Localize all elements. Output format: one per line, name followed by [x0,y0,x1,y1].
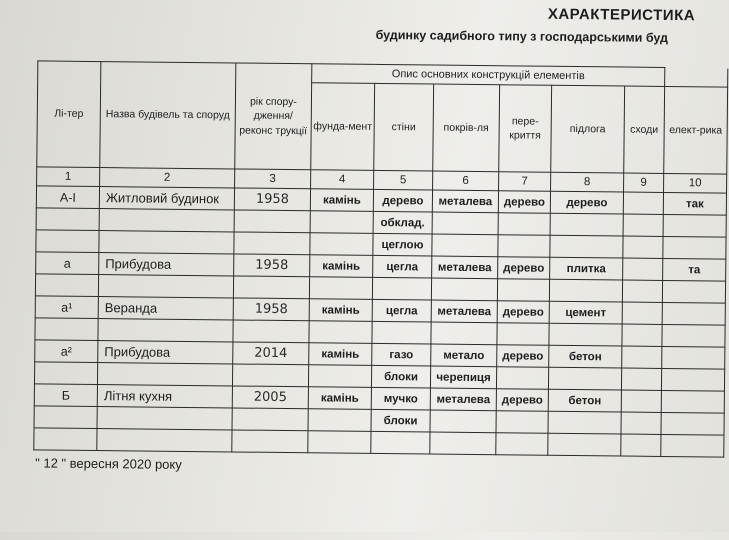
cell-electric [662,302,725,325]
col-header-year: рік спору-дження/ реконс трукції [235,63,312,170]
cell-electric [661,390,724,413]
cell-liter: А-І [36,186,99,209]
cell-name [98,275,233,298]
cell-roof [432,234,498,257]
cell-roof: черепиця [430,366,496,389]
cell-floor: плитка [550,257,623,280]
cell-foundation: камінь [310,189,373,212]
col-header-name: Назва будівель та споруд [100,62,236,169]
cell-ceiling [497,279,549,302]
cell-walls: газо [372,343,431,366]
cell-walls: блоки [371,365,430,388]
cell-foundation: камінь [309,343,372,366]
cell-stairs [623,192,663,214]
cell-electric [663,236,726,259]
document-date: " 12 " вересня 2020 року [35,455,182,472]
cell-walls [371,431,430,454]
cell-liter [34,406,97,429]
cell-stairs [622,346,662,368]
cell-roof [430,432,496,455]
col-group-title: Опис основних конструкцій елементів [312,64,665,87]
cell-ceiling: дерево [498,257,550,280]
cell-liter [36,230,99,253]
cell-year [233,320,309,343]
cell-electric [662,324,725,347]
cell-foundation [309,321,372,344]
cell-roof: металева [432,256,498,279]
cell-stairs [622,280,662,302]
cell-foundation [308,431,371,454]
cell-floor [548,411,621,434]
cell-roof [431,322,497,345]
cell-ceiling: дерево [497,345,549,368]
cell-name: Прибудова [98,341,233,364]
cell-electric [661,412,724,435]
cell-floor: бетон [549,345,622,368]
cell-walls: цеглою [373,233,432,256]
cell-name [99,231,234,254]
cell-electric [662,280,725,303]
cell-floor [550,235,623,258]
document-title: ХАРАКТЕРИСТИКА [547,5,696,25]
cell-year: 1958 [233,298,309,321]
cell-year: 1958 [234,188,310,211]
cell-ceiling [498,213,550,236]
cell-name: Веранда [98,297,233,320]
cell-stairs [621,368,661,390]
cell-foundation: камінь [310,255,373,278]
cell-liter [34,362,97,385]
col-header-spacer [665,67,728,87]
cell-name [97,429,232,452]
cell-walls: обклад. [373,211,432,234]
cell-stairs [622,302,662,324]
col-header-stairs: сходи [624,86,665,173]
cell-roof: металева [430,388,496,411]
cell-foundation [309,277,372,300]
cell-ceiling [496,411,548,434]
cell-liter [35,318,98,341]
cell-roof [430,410,496,433]
characteristics-table [33,60,728,457]
cell-electric [661,434,724,457]
cell-walls [372,277,431,300]
cell-stairs [621,434,661,456]
cell-name [99,209,234,232]
cell-floor [549,279,622,302]
column-number: 6 [433,171,499,191]
cell-name [97,407,232,430]
cell-electric [663,214,726,237]
cell-electric [662,368,725,391]
cell-foundation [308,409,371,432]
cell-roof [431,278,497,301]
column-number: 7 [499,172,551,192]
cell-year [234,210,310,233]
column-number: 2 [100,168,235,188]
cell-foundation: камінь [308,387,371,410]
cell-walls: блоки [371,409,430,432]
document-subtitle: будинку садибного типу з господарськими буд [375,27,669,45]
cell-year [232,408,308,431]
cell-floor [548,433,621,456]
col-header-roof: покрів-ля [433,84,500,172]
cell-year [233,276,309,299]
cell-liter: Б [34,384,97,407]
column-number: 8 [551,172,624,192]
cell-floor [550,213,623,236]
cell-ceiling [496,433,548,456]
col-header-foundation: фунда-мент [311,83,375,171]
cell-year: 2005 [232,386,308,409]
cell-ceiling [498,235,550,258]
cell-floor [549,323,622,346]
cell-ceiling [497,323,549,346]
cell-ceiling: дерево [497,301,549,324]
cell-year [232,364,308,387]
column-number: 4 [311,170,374,190]
cell-floor: цемент [549,301,622,324]
cell-liter [36,208,99,231]
col-header-walls: стіни [374,83,434,171]
cell-liter: а¹ [35,296,98,319]
column-number: 9 [624,173,664,192]
cell-roof: металева [431,300,497,323]
cell-roof: металева [432,190,498,213]
cell-name: Житловий будинок [99,187,234,210]
column-number: 1 [37,167,100,187]
cell-name: Прибудова [99,253,234,276]
cell-floor: дерево [550,191,623,214]
cell-stairs [623,236,663,258]
cell-walls: мучко [371,387,430,410]
cell-liter [34,428,97,451]
column-number: 5 [374,170,433,190]
col-header-ceiling: пере-криття [499,85,552,173]
cell-year [234,232,310,255]
cell-liter [35,274,98,297]
cell-walls: дерево [373,189,432,212]
cell-stairs [623,258,663,280]
cell-floor [548,367,621,390]
cell-year [232,430,308,453]
cell-walls [372,321,431,344]
cell-foundation [310,211,373,234]
cell-ceiling: дерево [498,191,550,214]
cell-floor: бетон [548,389,621,412]
col-header-floor: підлога [551,85,625,173]
col-header-liter: Лі-тер [37,61,101,168]
cell-liter: а [36,252,99,275]
cell-electric: так [663,192,726,215]
cell-ceiling [496,367,548,390]
col-header-electric: елект-рика [664,86,728,174]
cell-stairs [621,412,661,434]
cell-walls: цегла [373,255,432,278]
cell-electric [662,346,725,369]
cell-roof [432,212,498,235]
cell-stairs [622,324,662,346]
column-number: 10 [664,173,727,193]
cell-year: 1958 [234,254,310,277]
cell-name [98,319,233,342]
cell-walls: цегла [372,299,431,322]
cell-stairs [621,390,661,412]
cell-foundation [308,365,371,388]
cell-year: 2014 [233,342,309,365]
cell-foundation: камінь [309,299,372,322]
cell-stairs [623,214,663,236]
cell-liter: а² [35,340,98,363]
column-number: 3 [235,169,311,189]
cell-electric: та [663,258,726,281]
cell-name [97,363,232,386]
cell-ceiling: дерево [496,389,548,412]
cell-foundation [310,233,373,256]
cell-name: Літня кухня [97,385,232,408]
cell-roof: метало [431,344,497,367]
